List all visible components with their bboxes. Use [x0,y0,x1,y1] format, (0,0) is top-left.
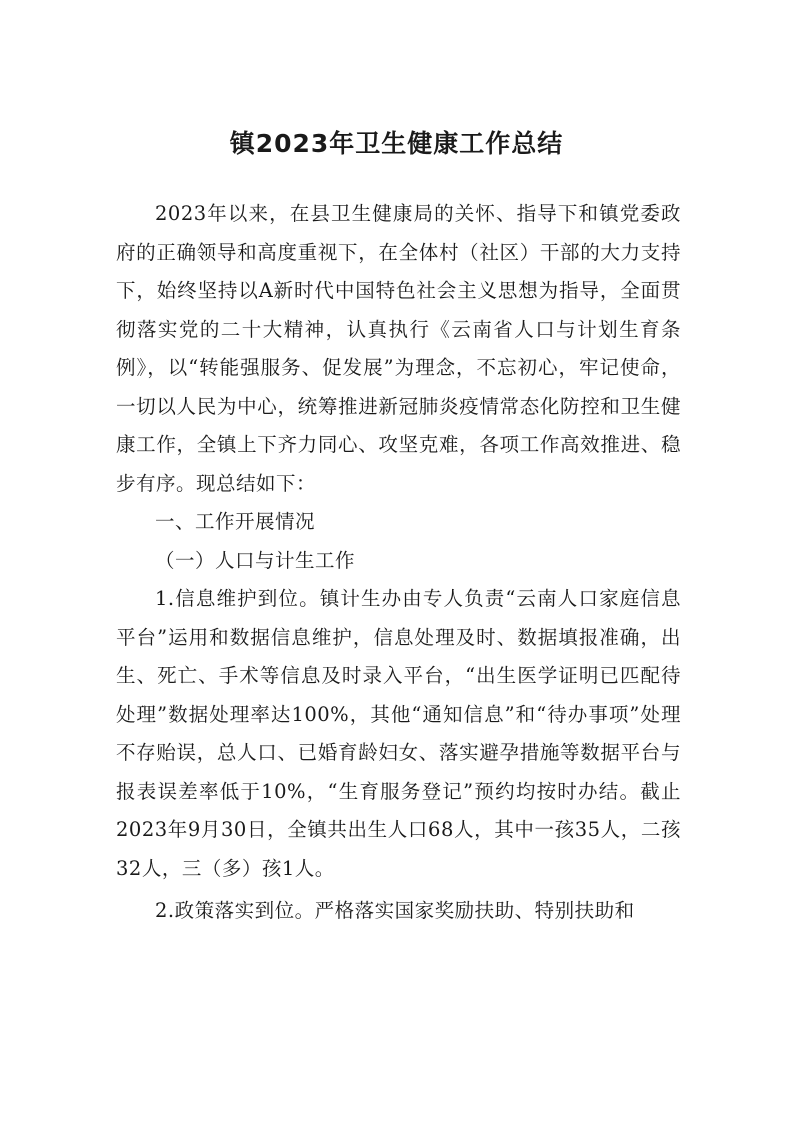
section-heading-work-status: 一、工作开展情况 [155,510,316,533]
item-paragraph-info-maintenance: 1.信息维护到位。镇计生办由专人负责“云南人口家庭信息平台”运用和数据信息维护，信息处理及时、数据填报准确，出生、死亡、手术等信息及时录入平台，“出生医学证明已匹配待处理”数据处理率达100%，其他“通知信息”和“待办事项”处理不存贻误，总人口、已婚育龄妇女、落实避孕措施等数据平台与报表误差率低于10%，“生育服务登记”预约均按时办结。截止2023年9月30日，全镇共出生人口68人，其中一孩35人，二孩32人，三（多）孩1人。 [116,587,681,880]
document-body [116,195,681,931]
item-paragraph-policy: 2.政策落实到位。严格落实国家奖励扶助、特别扶助和 [155,899,635,922]
intro-paragraph: 2023年以来，在县卫生健康局的关怀、指导下和镇党委政府的正确领导和高度重视下，在全体村（社区）干部的大力支持下，始终坚持以A新时代中国特色社会主义思想为指导，全面贯彻落实党的二十大精神，认真执行《云南省人口与计划生育条例》，以“转能强服务、促发展”为理念，不忘初心，牢记使命，一切以人民为中心，统筹推进新冠肺炎疫情常态化防控和卫生健康工作，全镇上下齐力同心、攻坚克难，各项工作高效推进、稳步有序。现总结如下： [116,202,681,495]
document-title: 镇2023年卫生健康工作总结 [229,129,564,158]
subsection-heading-population: （一）人口与计生工作 [155,548,356,572]
